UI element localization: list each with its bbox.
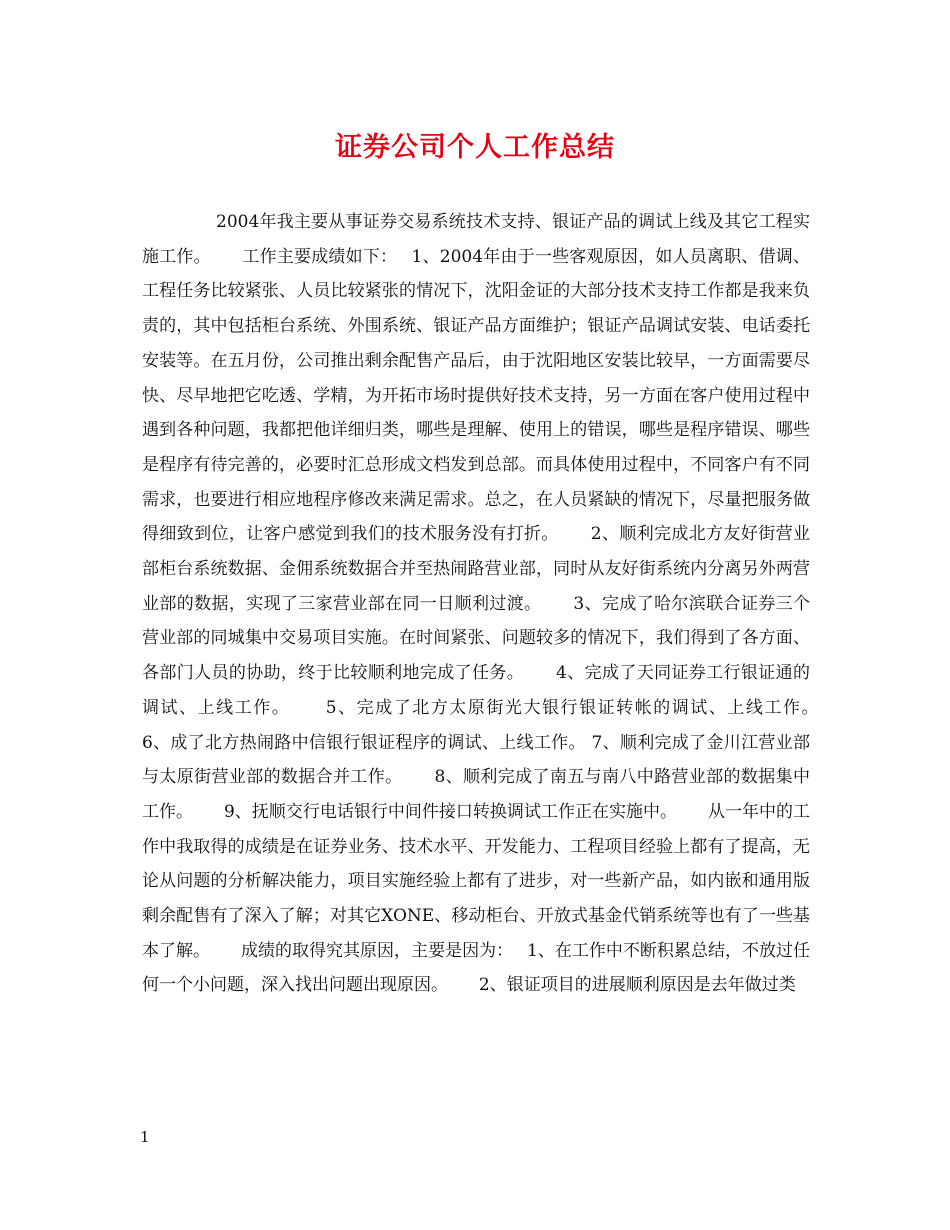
body-paragraph: 2004年我主要从事证券交易系统技术支持、银证产品的调试上线及其它工程实施工作。 工作主要成绩如下： 1、2004年由于一些客观原因，如人员离职、借调、工程任务比较紧张、人员比较紧张的情况下，沈阳金证的大部分技术支持工作都是我来负责的，其中包括柜台系统、外围系统、银证产品方面维护；银证产品调试安装、电话委托安装等。在五月份，公司推出剩余配售产品后，由于沈阳地区安装比较早，一方面需要尽快、尽早地把它吃透、学精，为开拓市场时提供好技术支持，另一方面在客户使用过程中遇到各种问题，我都把他详细归类，哪些是理解、使用上的错误，哪些是程序错误、哪些是程序有待完善的，必要时汇总形成文档发到总部。而具体使用过程中，不同客户有不同需求，也要进行相应地程序修改来满足需求。总之，在人员紧缺的情况下，尽量把服务做得细致到位，让客户感觉到我们的技术服务没有打折。 2、顺利完成北方友好街营业部柜台系统数据、金佣系统数据合并至热闹路营业部，同时从友好街系统内分离另外两营业部的数据，实现了三家营业部在同一日顺利过渡。 3、完成了哈尔滨联合证券三个营业部的同城集中交易项目实施。在时间紧张、问题较多的情况下，我们得到了各方面、各部门人员的协助，终于比较顺利地完成了任务。 4、完成了天同证券工行银证通的调试、上线工作。 5、完成了北方太原街光大银行银证转帐的调试、上线工作。 6、成了北方热闹路中信银行银证程序的调试、上线工作。 7、顺利完成了金川江营业部与太原街营业部的数据合并工作。 8、顺利完成了南五与南八中路营业部的数据集中工作。 9、抚顺交行电话银行中间件接口转换调试工作正在实施中。 从一年中的工作中我取得的成绩是在证券业务、技术水平、开发能力、工程项目经验上都有了提高，无论从问题的分析解决能力，项目实施经验上都有了进步，对一些新产品，如内嵌和通用版剩余配售有了深入了解；对其它XONE、移动柜台、开放式基金代销系统等也有了一些基本了解。 成绩的取得究其原因，主要是因为： 1、在工作中不断积累总结，不放过任何一个小问题，深入找出问题出现原因。 2、银证项目的进展顺利原因是去年做过类	[142, 212, 850, 996]
page-number: 1	[140, 1128, 150, 1146]
document-title: 证券公司个人工作总结	[335, 132, 615, 163]
